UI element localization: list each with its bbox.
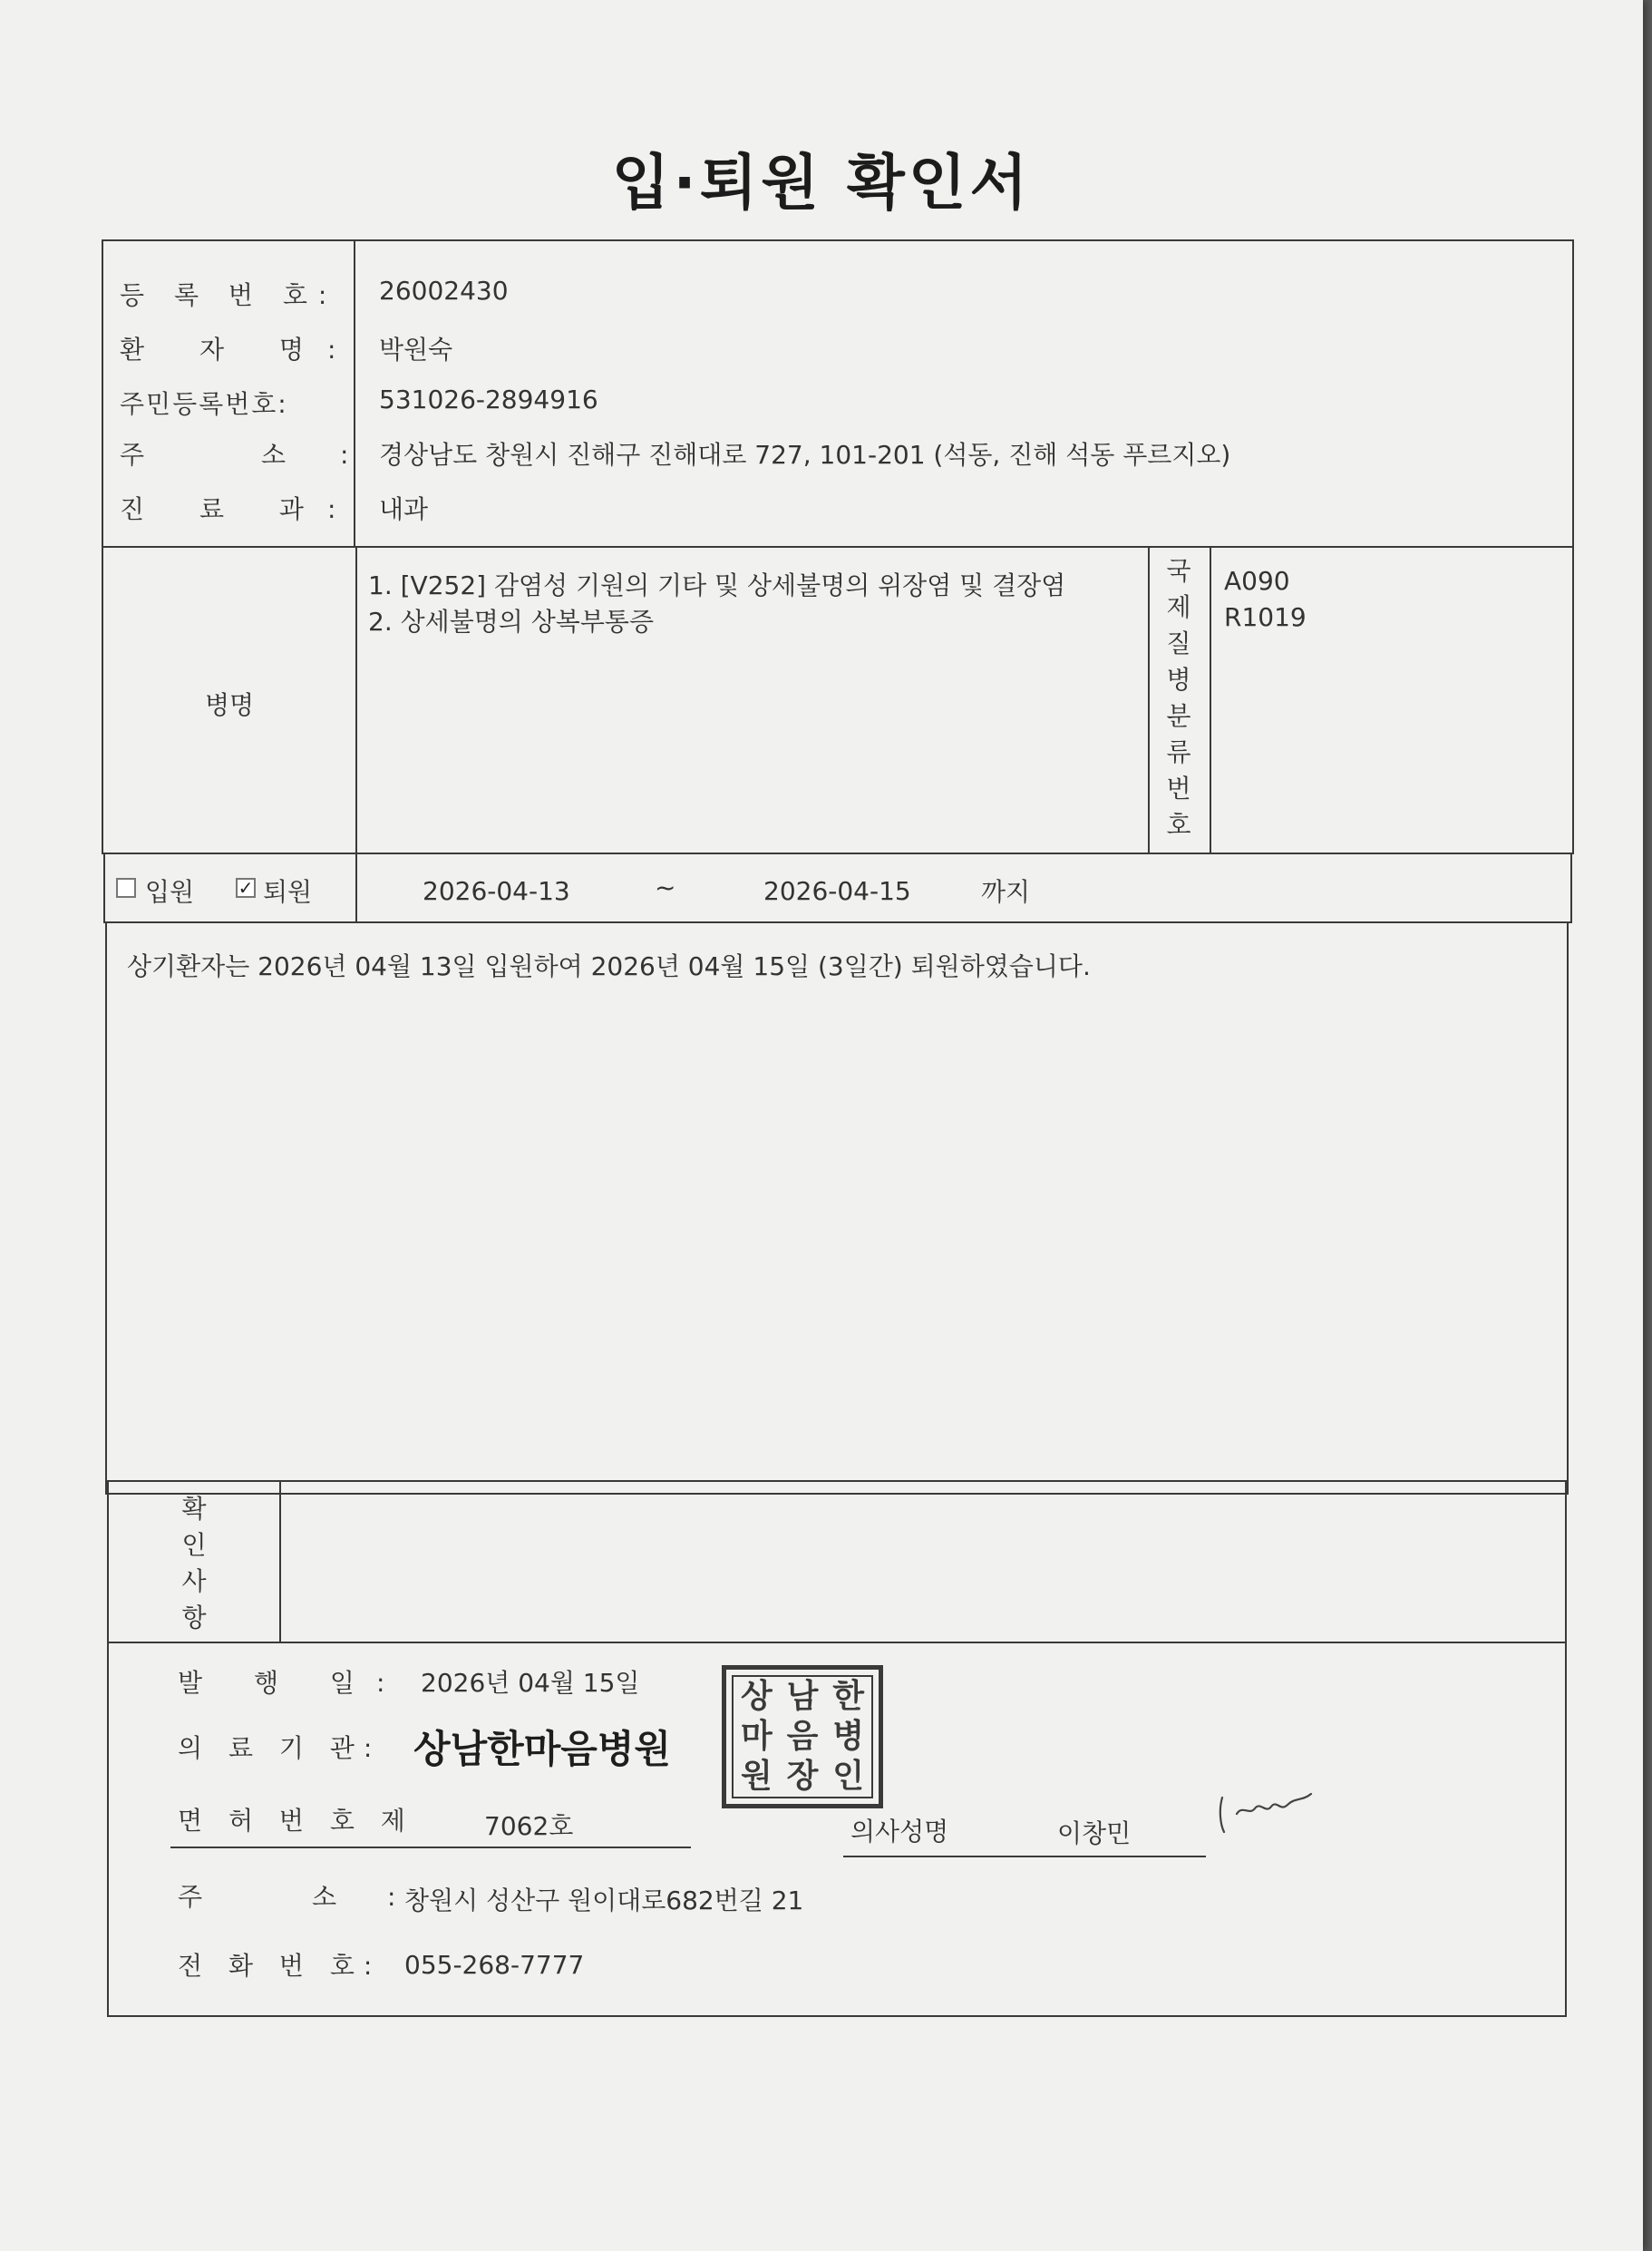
patient-address-label: 주 소: (120, 440, 403, 470)
phone-label: 전 화 번 호: (178, 1951, 382, 1981)
hospital-address-value: 창원시 성산구 원이대로682번길 21 (404, 1886, 804, 1915)
patient-name-value: 박원숙 (379, 335, 453, 365)
institution-value: 상남한마음병원 (413, 1727, 672, 1771)
confirm-notes-divider (279, 1480, 281, 1643)
reg-number-value: 26002430 (379, 276, 509, 306)
issue-date-value: 2026년 04월 15일 (421, 1668, 640, 1698)
doctor-underline (843, 1856, 1206, 1857)
confirm-notes-box (107, 1480, 1567, 1643)
diagnosis-code-divider-left (1148, 546, 1150, 854)
doctor-signature (1215, 1788, 1324, 1843)
statement-text: 상기환자는 2026년 04월 13일 입원하여 2026년 04월 15일 (3일간) 퇴원하였습니다. (127, 951, 1091, 981)
department-label: 진 료 과: (120, 494, 360, 524)
phone-value: 055-268-7777 (404, 1950, 585, 1980)
stay-until: 까지 (981, 877, 1031, 907)
icd-code: R1019 (1224, 602, 1307, 632)
admit-checkbox[interactable] (116, 878, 136, 898)
doctor-label: 의사성명 (850, 1817, 949, 1847)
confirm-notes-label: 확 인 사 항 (181, 1494, 207, 1632)
stay-tilde: ~ (655, 872, 676, 902)
department-value: 내과 (379, 494, 429, 524)
diagnosis-item: 2. 상세불명의 상복부통증 (368, 607, 654, 637)
reg-number-label: 등 록 번 호: (120, 280, 338, 310)
discharge-checkbox[interactable] (236, 878, 256, 898)
document-title: 입·퇴원 확인서 (611, 148, 1032, 218)
diagnosis-label-divider (355, 546, 357, 854)
license-label: 면 허 번 호 제 (178, 1806, 414, 1836)
issue-date-label: 발 행 일: (178, 1668, 407, 1698)
license-value: 7062호 (484, 1811, 574, 1841)
stay-start-date: 2026-04-13 (423, 876, 570, 906)
hospital-seal: 상 남 한 마 음 병 원 장 인 (722, 1665, 883, 1808)
statement-box (105, 921, 1569, 1495)
resident-number-value: 531026-2894916 (379, 385, 598, 414)
diagnosis-code-divider-right (1210, 546, 1211, 854)
license-underline (170, 1847, 691, 1848)
diagnosis-item: 1. [V252] 감염성 기원의 기타 및 상세불명의 위장염 및 결장염 (368, 570, 1066, 600)
patient-address-value: 경상남도 창원시 진해구 진해대로 727, 101-201 (석동, 진해 석동 푸르지오) (379, 440, 1231, 470)
diagnosis-label: 병명 (205, 690, 255, 720)
icd-code: A090 (1224, 566, 1290, 596)
institution-label: 의 료 기 관: (178, 1733, 382, 1763)
stay-period-divider (355, 853, 357, 923)
hospital-address-label: 주 소: (178, 1882, 447, 1912)
icd-code-label: 국 제 질 병 분 류 번 호 (1166, 556, 1191, 840)
checkmark-icon: ✓ (238, 877, 254, 899)
discharge-label: 퇴원 (263, 877, 313, 907)
patient-name-label: 환 자 명: (120, 335, 360, 365)
admit-label: 입원 (145, 877, 195, 907)
resident-number-label: 주민등록번호: (120, 389, 288, 419)
doctor-value: 이창민 (1057, 1818, 1132, 1848)
stay-end-date: 2026-04-15 (763, 876, 911, 906)
